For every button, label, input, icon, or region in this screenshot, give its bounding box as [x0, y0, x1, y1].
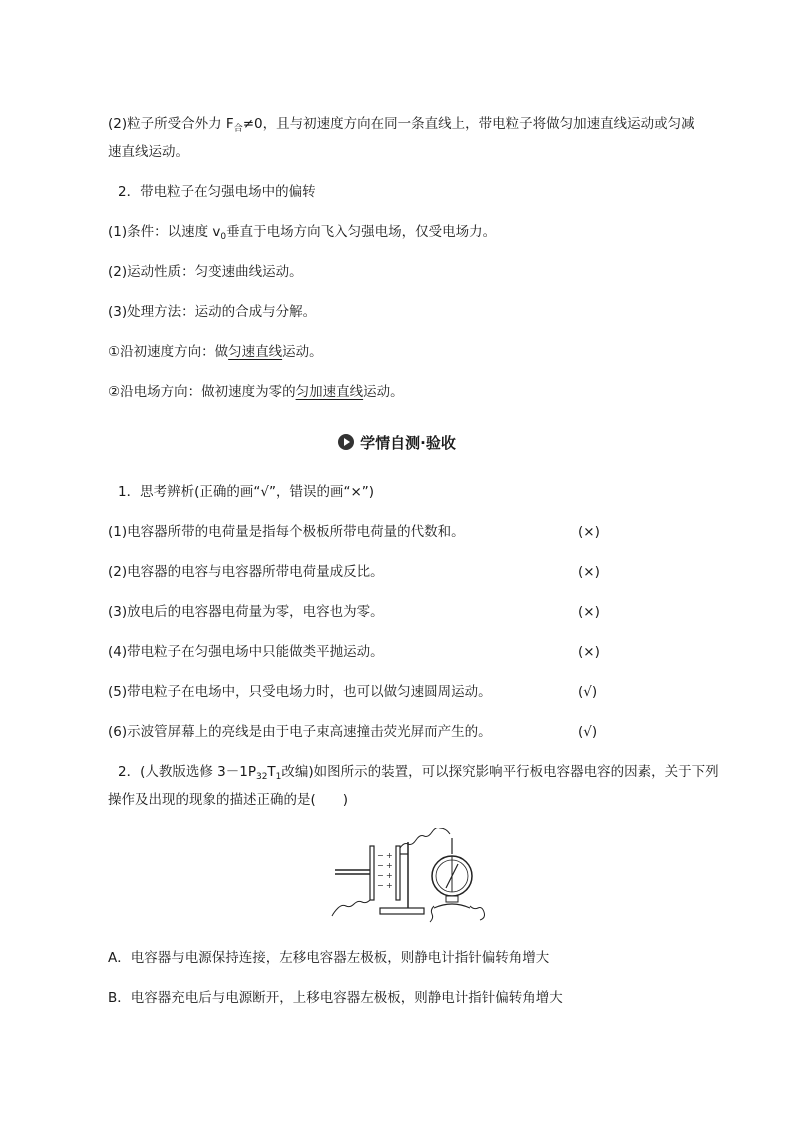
q2-stem-line1 [118, 762, 758, 787]
section-title-text: 学情自测·验收 [360, 434, 456, 452]
q1-item: (6)示波管屏幕上的亮线是由于电子束高速撞击荧光屏而产生的。 [108, 724, 492, 740]
section2-method: (3)处理方法：运动的合成与分解。 [108, 304, 317, 320]
svg-text:−: − [377, 871, 384, 880]
subscript: 1 [275, 772, 282, 782]
q2-option-a: A．电容器与电源保持连接，左移电容器左极板，则静电计指针偏转角增大 [108, 950, 550, 966]
q1-item-mark: (×) [578, 604, 600, 620]
section2-along-field [108, 382, 748, 402]
underlined-answer: 匀加速直线 [295, 384, 364, 400]
para1-line1 [108, 114, 748, 139]
svg-text:+: + [386, 881, 393, 890]
q1-item-mark: (√) [578, 724, 598, 740]
text: ①沿初速度方向：做 [108, 344, 229, 360]
text: ≠0，且与初速度方向在同一条直线上，带电粒子将做匀加速直线运动或匀减 [242, 116, 695, 132]
svg-text:−: − [377, 861, 384, 870]
text: 2．(人教版选修 3－1P [118, 764, 256, 780]
text: ②沿电场方向：做初速度为零的 [108, 384, 296, 400]
subscript: 合 [233, 124, 243, 134]
section2-motion: (2)运动性质：匀变速曲线运动。 [108, 264, 303, 280]
svg-text:+: + [386, 871, 393, 880]
subscript: 0 [220, 232, 227, 242]
text: 运动。 [282, 344, 323, 360]
q1-item-mark: (√) [578, 684, 598, 700]
underlined-answer: 匀速直线 [228, 344, 283, 360]
text: T [267, 764, 276, 780]
svg-text:+: + [386, 851, 393, 860]
q1-item: (4)带电粒子在匀强电场中只能做类平抛运动。 [108, 644, 384, 660]
text: 改编)如图所示的装置，可以探究影响平行板电容器电容的因素，关于下列 [281, 764, 719, 780]
q1-item-mark: (×) [578, 644, 600, 660]
section2-heading: 2．带电粒子在匀强电场中的偏转 [118, 184, 316, 200]
q1-item: (5)带电粒子在电场中，只受电场力时，也可以做匀速圆周运动。 [108, 684, 492, 700]
q1-item: (3)放电后的电容器电荷量为零，电容也为零。 [108, 604, 384, 620]
text: (2)粒子所受合外力 F [108, 116, 234, 132]
text: (1)条件：以速度 v [108, 224, 221, 240]
q1-item-mark: (×) [578, 524, 600, 540]
q1-item: (2)电容器的电容与电容器所带电荷量成反比。 [108, 564, 384, 580]
svg-text:−: − [377, 881, 384, 890]
q1-item: (1)电容器所带的电荷量是指每个极板所带电荷量的代数和。 [108, 524, 465, 540]
text: 运动。 [363, 384, 404, 400]
para1-line2: 速直线运动。 [108, 144, 189, 160]
quiz-section-title [0, 432, 794, 454]
section2-along-initial [108, 342, 748, 362]
section2-condition [108, 222, 748, 247]
q2-option-b: B．电容器充电后与电源断开，上移电容器左极板，则静电计指针偏转角增大 [108, 990, 563, 1006]
text: 垂直于电场方向飞入匀强电场，仅受电场力。 [226, 224, 497, 240]
q1-item-mark: (×) [578, 564, 600, 580]
play-icon [338, 434, 354, 450]
capacitor-electroscope-figure [330, 828, 490, 928]
q1-heading: 1．思考辨析(正确的画“√”，错误的画“×”) [118, 484, 375, 500]
subscript: 32 [255, 772, 268, 782]
q2-stem-line2: 操作及出现的现象的描述正确的是( ) [108, 792, 349, 808]
svg-text:+: + [386, 861, 393, 870]
svg-text:−: − [377, 851, 384, 860]
